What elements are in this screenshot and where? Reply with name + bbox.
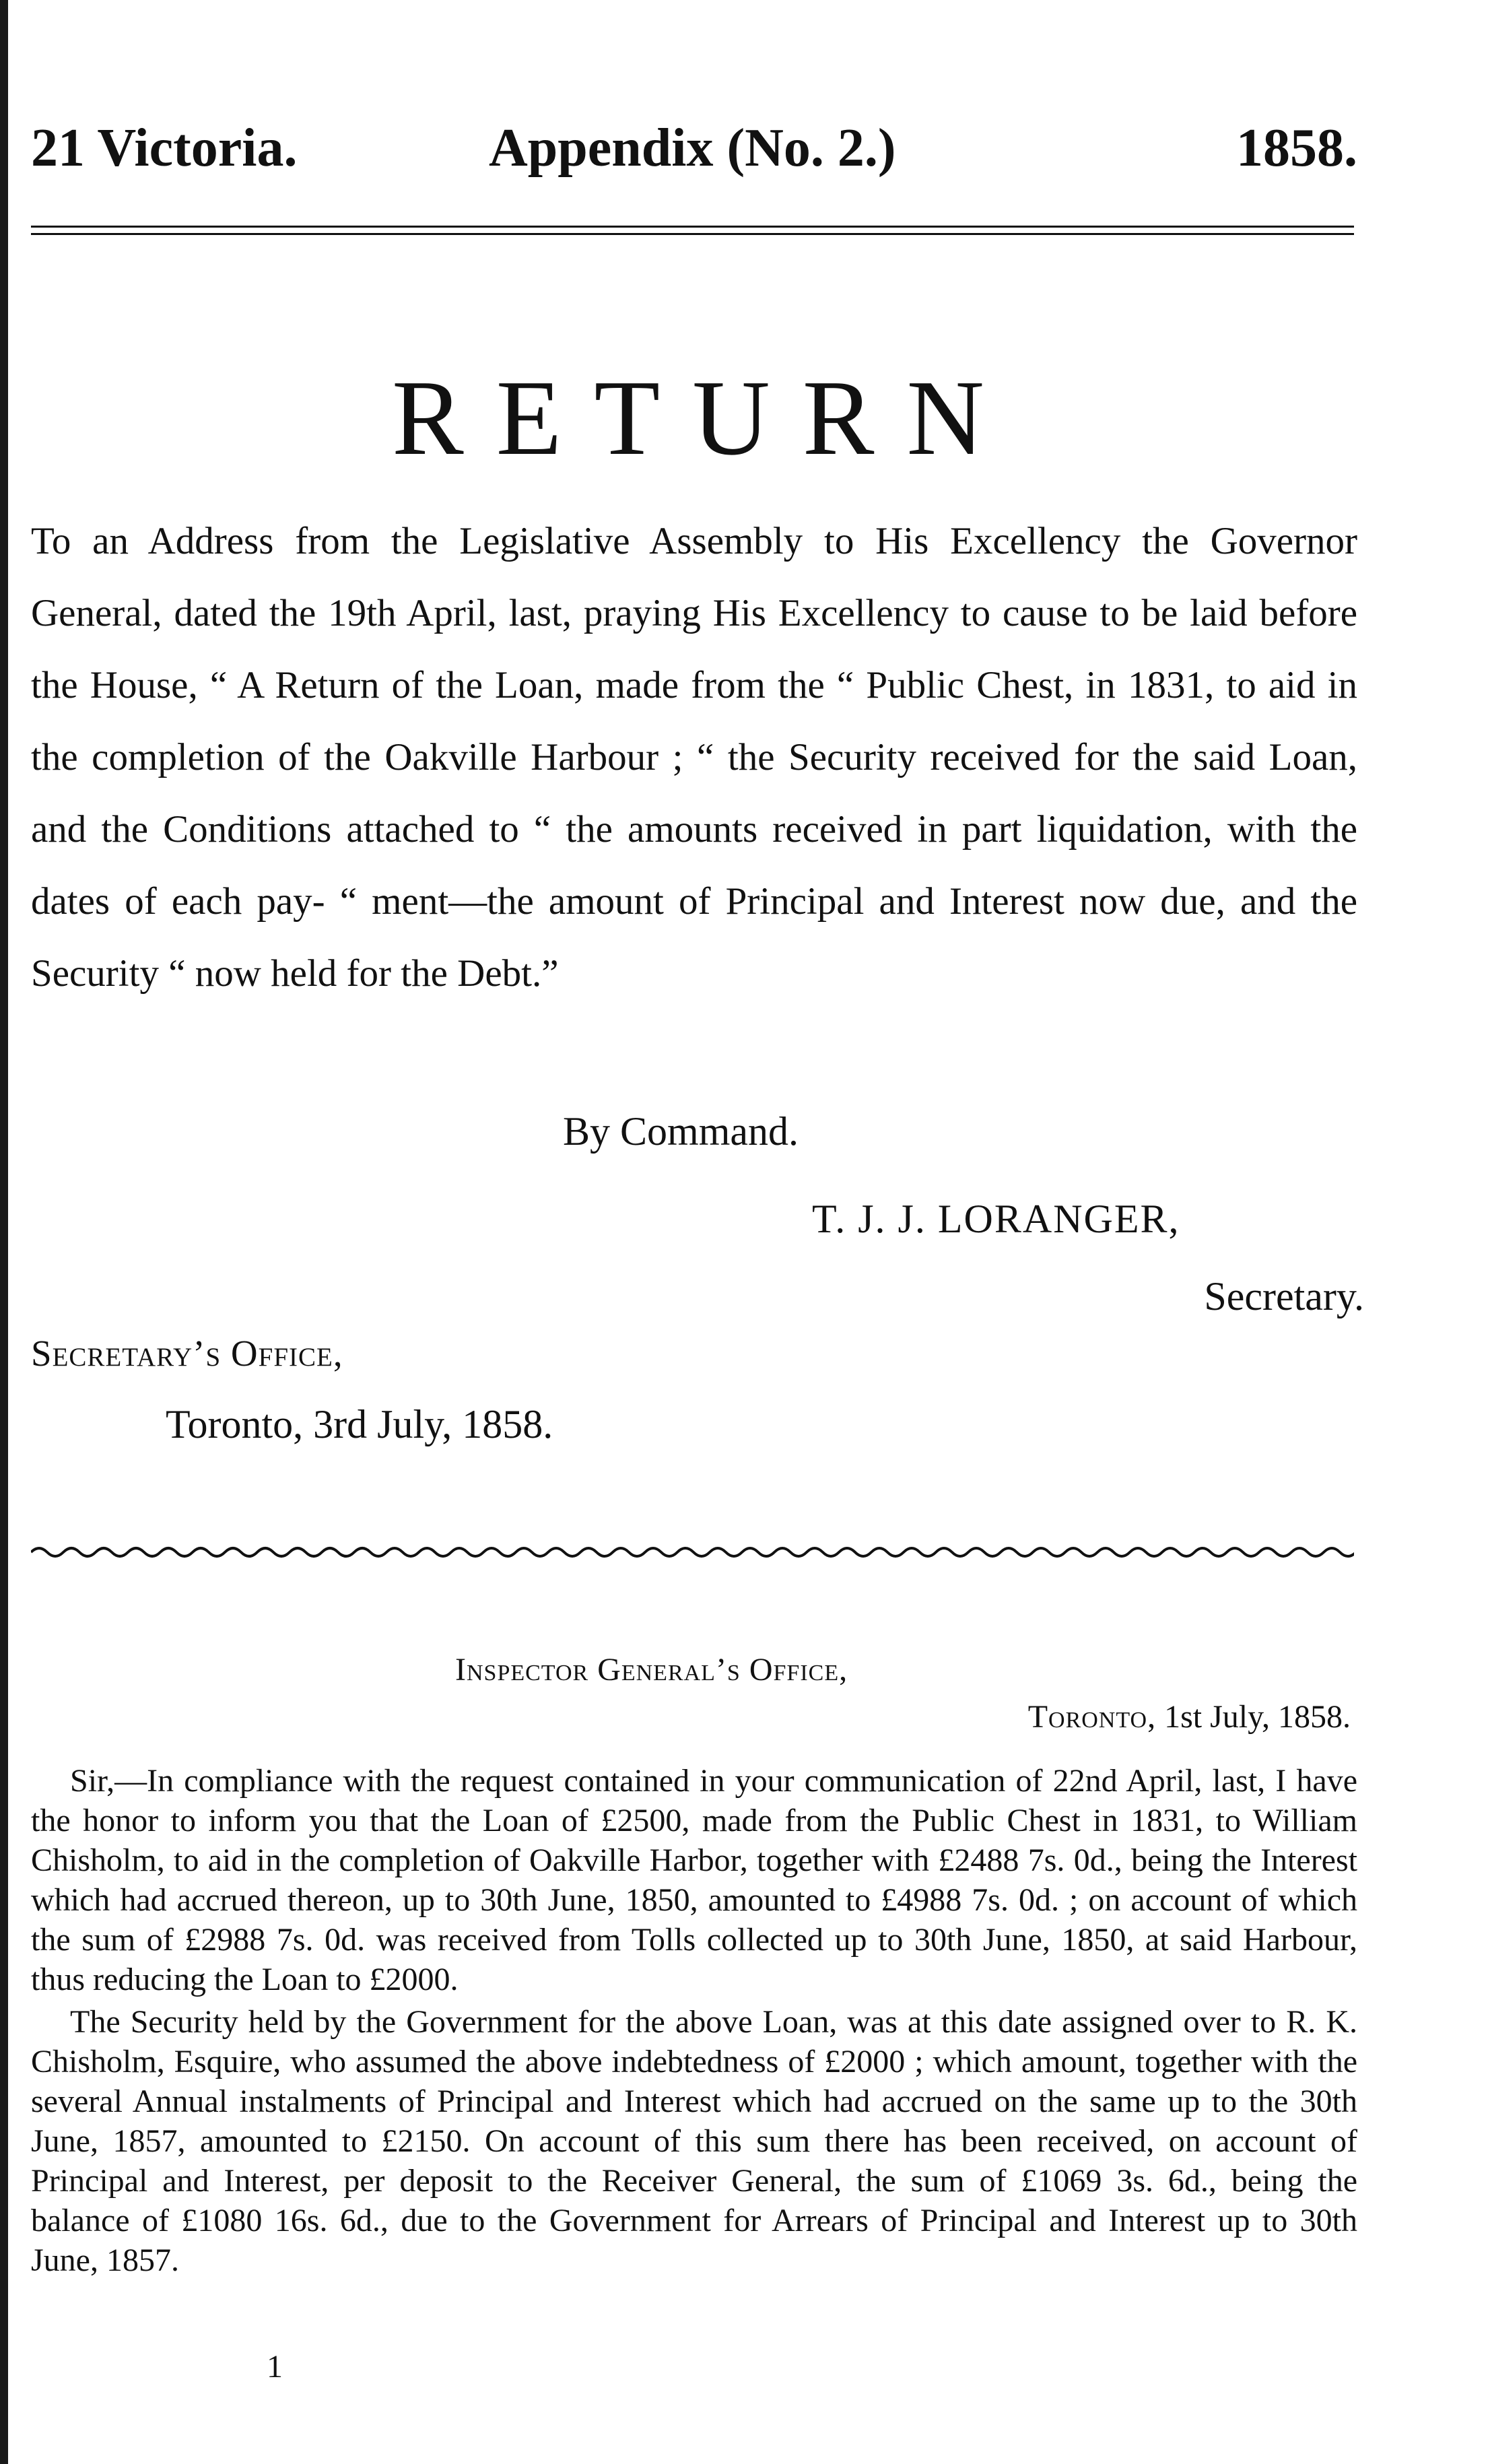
binding-edge xyxy=(0,0,8,2464)
inspector-office-heading: Inspector General’s Office, xyxy=(455,1652,848,1688)
letter-body xyxy=(31,1761,1357,2280)
session-label: 21 Victoria. xyxy=(31,119,298,178)
document-title: RETURN xyxy=(392,358,1017,477)
by-command-line: By Command. xyxy=(563,1109,799,1154)
letter-paragraph: The Security held by the Government for the above Loan, was at this date assigned over to R. K. Chisholm, Esquire, who assumed the above indebtedness of £2000 ; which amount, together with the several Annual instalments of Principal and Interest which had accrued on the same up to the 30th June, 1857, amounted to £2150. On account of this sum there has been received, on account of Principal and Interest, per deposit to the Receiver General, the sum of £1069 3s. 6d., being the balance of £1080 16s. 6d., due to the Government for Arrears of Principal and Interest up to 30th June, 1857. xyxy=(31,2004,1357,2278)
address-paragraph: To an Address from the Legislative Assembly to His Excellency the Governor General, dated the 19th April, last, praying His Excellency to cause to be laid before the House, “ A Return of the Loan, made from the “ Public Chest, in 1831, to aid in the completion of the Oakville Harbour ; “ the Security received for the said Loan, and the Conditions attached to “ the amounts received in part liquidation, with the dates of each pay- “ ment—the amount of Principal and Interest now due, and the Security “ now held for the Debt.” xyxy=(31,520,1357,995)
secretary-office-line: Secretary’s Office, xyxy=(31,1333,343,1374)
office-dateline: Toronto, 3rd July, 1858. xyxy=(166,1402,553,1446)
letter-dateline xyxy=(1028,1690,1351,1744)
document-page xyxy=(31,0,1364,2464)
letter-date: 1st July, 1858. xyxy=(1164,1699,1351,1735)
wavy-rule-divider xyxy=(31,1542,1354,1562)
appendix-label: Appendix (No. 2.) xyxy=(489,119,896,178)
letter-paragraph: Sir,—In compliance with the request contained in your communication of 22nd April, last, I have the honor to inform you that the Loan of £2500, made from the Public Chest in 1831, to William Chisholm, to aid in the completion of Oakville Harbor, together with £2488 7s. 0d., being the Interest which had accrued thereon, up to 30th June, 1850, amounted to £4988 7s. 0d. ; on account of which the sum of £2988 7s. 0d. was received from Tolls collected up to 30th June, 1850, at said Harbour, thus reducing the Loan to £2000. xyxy=(31,1763,1357,1997)
signatory-name: T. J. J. LORANGER, xyxy=(812,1197,1180,1241)
running-head xyxy=(31,111,1357,185)
year-label: 1858. xyxy=(1236,119,1357,178)
page-number: 1 xyxy=(267,2349,283,2385)
signatory-title: Secretary. xyxy=(1204,1274,1364,1319)
double-rule-divider xyxy=(31,226,1354,235)
letter-place: Toronto, xyxy=(1027,1699,1157,1735)
